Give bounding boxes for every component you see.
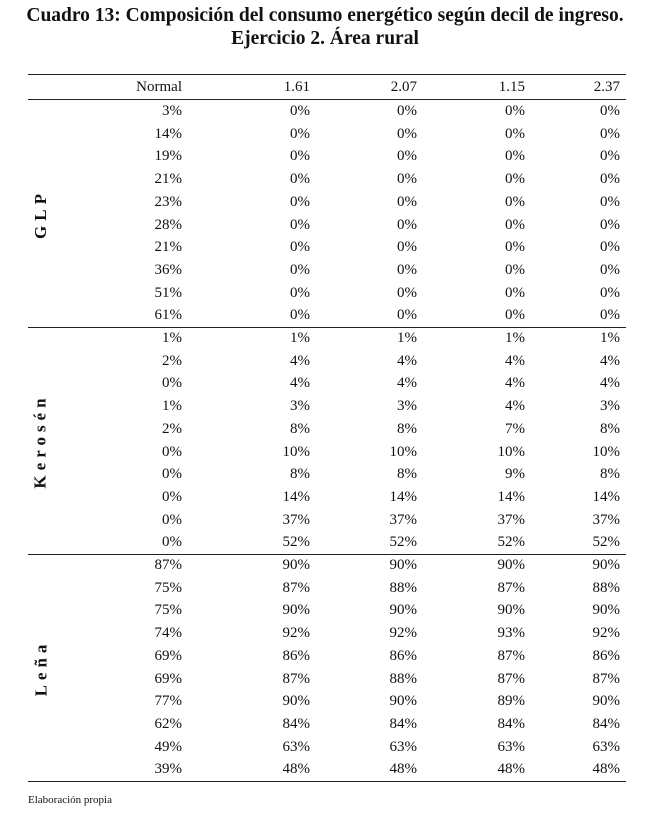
table-cell: 0% bbox=[505, 261, 525, 278]
table-row bbox=[28, 463, 626, 486]
table-cell: 93% bbox=[497, 625, 525, 642]
table-cell: 21% bbox=[154, 171, 182, 188]
table-cell: 4% bbox=[397, 352, 417, 369]
table-cell: 92% bbox=[592, 625, 620, 642]
table-cell: 4% bbox=[290, 352, 310, 369]
table-row bbox=[28, 645, 626, 668]
table-row bbox=[28, 372, 626, 395]
table-cell: 0% bbox=[290, 261, 310, 278]
table-group bbox=[28, 327, 626, 554]
table-row bbox=[28, 736, 626, 759]
table-cell: 10% bbox=[282, 443, 310, 460]
table-cell: 4% bbox=[505, 398, 525, 415]
table-cell: 49% bbox=[154, 738, 182, 755]
table-cell: 4% bbox=[505, 375, 525, 392]
table-cell: 0% bbox=[505, 148, 525, 165]
table-cell: 0% bbox=[290, 216, 310, 233]
table-cell: 0% bbox=[290, 193, 310, 210]
table-cell: 8% bbox=[600, 420, 620, 437]
table-cell: 0% bbox=[600, 284, 620, 301]
table-cell: 48% bbox=[497, 761, 525, 778]
table-cell: 0% bbox=[397, 148, 417, 165]
table-cell: 90% bbox=[592, 557, 620, 573]
table-cell: 14% bbox=[282, 488, 310, 505]
table-cell: 90% bbox=[592, 693, 620, 710]
table-cell: 3% bbox=[600, 398, 620, 415]
table-cell: 7% bbox=[505, 420, 525, 437]
table-cell: 89% bbox=[497, 693, 525, 710]
table-cell: 8% bbox=[290, 466, 310, 483]
table-cell: 87% bbox=[282, 670, 310, 687]
table-cell: 36% bbox=[154, 261, 182, 278]
table-row bbox=[28, 327, 626, 350]
table-cell: 0% bbox=[505, 125, 525, 142]
table-row bbox=[28, 554, 626, 577]
table-cell: 37% bbox=[592, 511, 620, 528]
table-row bbox=[28, 441, 626, 464]
table-cell: 61% bbox=[154, 307, 182, 324]
table-cell: 0% bbox=[290, 284, 310, 301]
table-cell: 86% bbox=[282, 647, 310, 664]
table-cell: 14% bbox=[389, 488, 417, 505]
header-cell: 1.61 bbox=[283, 79, 310, 95]
table-cell: 84% bbox=[497, 715, 525, 732]
table-row bbox=[28, 622, 626, 645]
table-cell: 86% bbox=[389, 647, 417, 664]
table-row bbox=[28, 214, 626, 237]
table-cell: 0% bbox=[162, 534, 182, 551]
table-cell: 63% bbox=[592, 738, 620, 755]
table-cell: 0% bbox=[505, 284, 525, 301]
table-cell: 48% bbox=[389, 761, 417, 778]
table-cell: 1% bbox=[290, 330, 310, 346]
source-note: Elaboración propia bbox=[28, 794, 112, 806]
table-cell: 88% bbox=[592, 579, 620, 596]
table-cell: 75% bbox=[154, 579, 182, 596]
table-cell: 37% bbox=[389, 511, 417, 528]
table-row bbox=[28, 690, 626, 713]
table-cell: 0% bbox=[600, 307, 620, 324]
table-cell: 0% bbox=[600, 171, 620, 188]
table-cell: 63% bbox=[282, 738, 310, 755]
table-cell: 0% bbox=[600, 239, 620, 256]
table-cell: 0% bbox=[290, 125, 310, 142]
table-cell: 1% bbox=[505, 330, 525, 346]
table-cell: 87% bbox=[282, 579, 310, 596]
table-row bbox=[28, 668, 626, 691]
table-cell: 90% bbox=[592, 602, 620, 619]
table-row bbox=[28, 350, 626, 373]
table-cell: 0% bbox=[397, 239, 417, 256]
table-cell: 77% bbox=[154, 693, 182, 710]
table-cell: 90% bbox=[282, 693, 310, 710]
table-cell: 0% bbox=[600, 125, 620, 142]
table-cell: 1% bbox=[397, 330, 417, 346]
table-cell: 0% bbox=[162, 466, 182, 483]
table-row bbox=[28, 304, 626, 327]
table-cell: 4% bbox=[505, 352, 525, 369]
table-cell: 63% bbox=[497, 738, 525, 755]
table-cell: 14% bbox=[154, 125, 182, 142]
table-cell: 0% bbox=[290, 239, 310, 256]
table-cell: 52% bbox=[389, 534, 417, 551]
table-cell: 1% bbox=[162, 330, 182, 346]
table-cell: 0% bbox=[600, 261, 620, 278]
table-cell: 75% bbox=[154, 602, 182, 619]
table-cell: 4% bbox=[290, 375, 310, 392]
group-label-text: Kerosén bbox=[31, 392, 50, 489]
table-cell: 28% bbox=[154, 216, 182, 233]
table-row bbox=[28, 418, 626, 441]
table-row bbox=[28, 259, 626, 282]
table-cell: 10% bbox=[389, 443, 417, 460]
table-cell: 37% bbox=[497, 511, 525, 528]
table-cell: 90% bbox=[497, 557, 525, 573]
table-cell: 3% bbox=[290, 398, 310, 415]
table-row bbox=[28, 599, 626, 622]
table-cell: 48% bbox=[282, 761, 310, 778]
table-cell: 84% bbox=[592, 715, 620, 732]
table-cell: 92% bbox=[389, 625, 417, 642]
table-row bbox=[28, 758, 626, 781]
table-cell: 90% bbox=[389, 693, 417, 710]
table-cell: 0% bbox=[162, 375, 182, 392]
table-row bbox=[28, 123, 626, 146]
table-cell: 0% bbox=[290, 103, 310, 119]
table-cell: 21% bbox=[154, 239, 182, 256]
table-cell: 88% bbox=[389, 670, 417, 687]
table-cell: 0% bbox=[505, 193, 525, 210]
table-cell: 90% bbox=[497, 602, 525, 619]
table-cell: 87% bbox=[592, 670, 620, 687]
table-cell: 0% bbox=[600, 148, 620, 165]
table-cell: 92% bbox=[282, 625, 310, 642]
table-cell: 3% bbox=[397, 398, 417, 415]
table-cell: 87% bbox=[497, 579, 525, 596]
table-cell: 14% bbox=[497, 488, 525, 505]
table-row bbox=[28, 100, 626, 123]
table-cell: 48% bbox=[592, 761, 620, 778]
table-cell: 0% bbox=[505, 216, 525, 233]
table-cell: 0% bbox=[505, 103, 525, 119]
table-cell: 0% bbox=[600, 193, 620, 210]
table-cell: 69% bbox=[154, 670, 182, 687]
table-cell: 52% bbox=[592, 534, 620, 551]
table-cell: 0% bbox=[162, 511, 182, 528]
table-cell: 3% bbox=[162, 103, 182, 119]
table-cell: 90% bbox=[389, 602, 417, 619]
table-cell: 0% bbox=[397, 193, 417, 210]
table-cell: 2% bbox=[162, 352, 182, 369]
table-cell: 52% bbox=[497, 534, 525, 551]
table-cell: 0% bbox=[505, 171, 525, 188]
table-cell: 0% bbox=[162, 443, 182, 460]
table-cell: 0% bbox=[397, 103, 417, 119]
group-bottom-rule bbox=[28, 781, 626, 782]
table-cell: 0% bbox=[397, 307, 417, 324]
table-cell: 0% bbox=[162, 488, 182, 505]
header-cell: 2.37 bbox=[593, 79, 620, 95]
table-row bbox=[28, 509, 626, 532]
table-cell: 63% bbox=[389, 738, 417, 755]
table-cell: 69% bbox=[154, 647, 182, 664]
group-label-text: Leña bbox=[31, 639, 50, 696]
header-cell: 2.07 bbox=[390, 79, 417, 95]
table-cell: 62% bbox=[154, 715, 182, 732]
table-cell: 37% bbox=[282, 511, 310, 528]
table-cell: 84% bbox=[282, 715, 310, 732]
table-cell: 0% bbox=[397, 216, 417, 233]
table-row bbox=[28, 577, 626, 600]
table-cell: 90% bbox=[282, 602, 310, 619]
table-cell: 0% bbox=[397, 284, 417, 301]
table-row bbox=[28, 531, 626, 554]
table-cell: 87% bbox=[154, 557, 182, 573]
table-cell: 90% bbox=[389, 557, 417, 573]
table-cell: 90% bbox=[282, 557, 310, 573]
table-cell: 52% bbox=[282, 534, 310, 551]
table-cell: 0% bbox=[290, 148, 310, 165]
table-cell: 84% bbox=[389, 715, 417, 732]
table-cell: 86% bbox=[592, 647, 620, 664]
title-line-2: Ejercicio 2. Área rural bbox=[231, 28, 419, 49]
table-top-rule bbox=[28, 74, 626, 75]
table-cell: 8% bbox=[397, 466, 417, 483]
table-cell: 1% bbox=[162, 398, 182, 415]
table-cell: 74% bbox=[154, 625, 182, 642]
table-cell: 0% bbox=[600, 216, 620, 233]
table-cell: 0% bbox=[397, 261, 417, 278]
table-row bbox=[28, 713, 626, 736]
table-row bbox=[28, 236, 626, 259]
table-cell: 10% bbox=[497, 443, 525, 460]
table-cell: 0% bbox=[290, 307, 310, 324]
table-row bbox=[28, 395, 626, 418]
table-row bbox=[28, 168, 626, 191]
table-row bbox=[28, 145, 626, 168]
table-cell: 2% bbox=[162, 420, 182, 437]
table-cell: 4% bbox=[600, 375, 620, 392]
table-cell: 4% bbox=[600, 352, 620, 369]
table-group bbox=[28, 554, 626, 781]
table-cell: 0% bbox=[397, 171, 417, 188]
table-cell: 8% bbox=[290, 420, 310, 437]
table-row bbox=[28, 486, 626, 509]
table-cell: 10% bbox=[592, 443, 620, 460]
table-header bbox=[28, 79, 626, 99]
table-cell: 19% bbox=[154, 148, 182, 165]
header-cell: Normal bbox=[136, 79, 182, 95]
table-cell: 88% bbox=[389, 579, 417, 596]
table-cell: 0% bbox=[600, 103, 620, 119]
table-cell: 51% bbox=[154, 284, 182, 301]
table-cell: 0% bbox=[505, 239, 525, 256]
table-row bbox=[28, 191, 626, 214]
table-cell: 9% bbox=[505, 466, 525, 483]
table-cell: 8% bbox=[397, 420, 417, 437]
table-cell: 23% bbox=[154, 193, 182, 210]
table-cell: 4% bbox=[397, 375, 417, 392]
table-cell: 87% bbox=[497, 670, 525, 687]
title-line-1: Cuadro 13: Composición del consumo energético según decil de ingreso. bbox=[26, 5, 624, 26]
table-cell: 14% bbox=[592, 488, 620, 505]
table-cell: 1% bbox=[600, 330, 620, 346]
group-label-text: GLP bbox=[31, 188, 51, 239]
table-title bbox=[0, 4, 650, 50]
table-cell: 0% bbox=[397, 125, 417, 142]
table-cell: 0% bbox=[505, 307, 525, 324]
header-cell: 1.15 bbox=[498, 79, 525, 95]
table-row bbox=[28, 282, 626, 305]
table-cell: 87% bbox=[497, 647, 525, 664]
table-group bbox=[28, 100, 626, 327]
table-cell: 0% bbox=[290, 171, 310, 188]
table-cell: 39% bbox=[154, 761, 182, 778]
table-cell: 8% bbox=[600, 466, 620, 483]
